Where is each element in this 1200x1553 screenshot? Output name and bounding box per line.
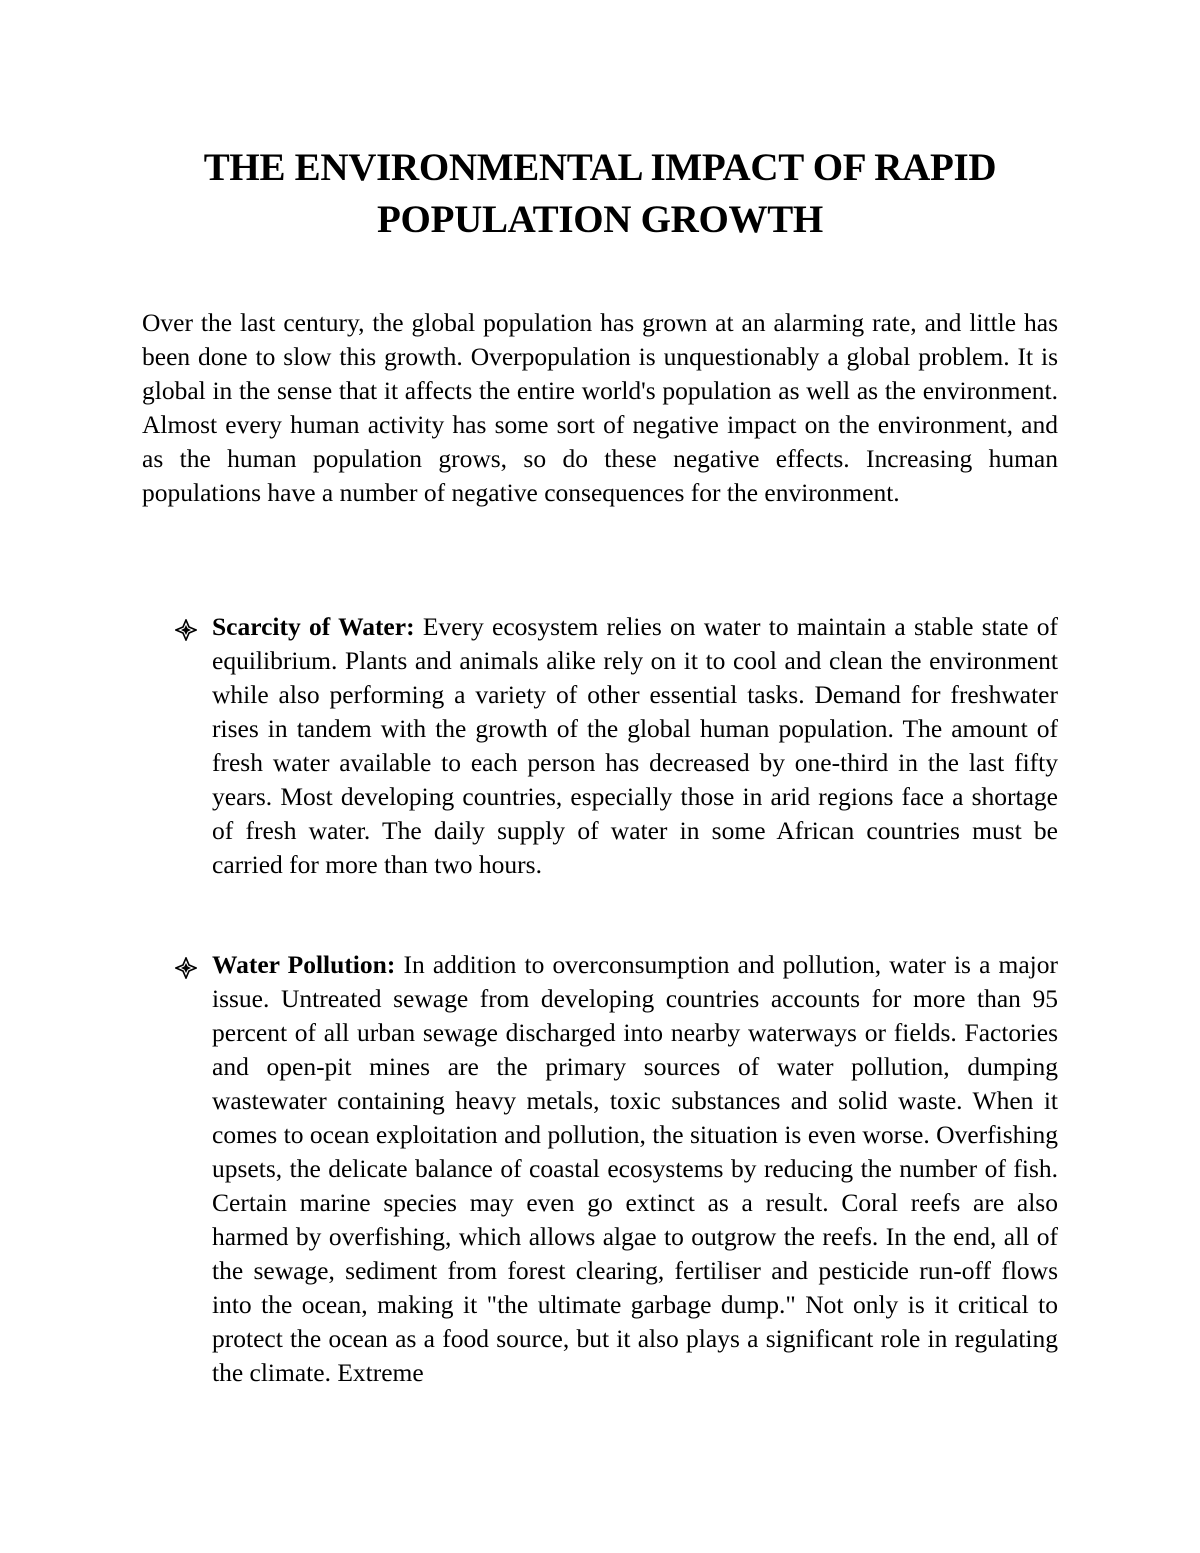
bullet-item-scarcity-of-water <box>212 610 1058 882</box>
title-line-2: POPULATION GROWTH <box>377 198 823 241</box>
bullet-text: Every ecosystem relies on water to maintain a stable state of equilibrium. Plants and animals alike rely on it to cool and clean the environment while also performing a variety of other essential tasks. Demand for freshwater rises in tandem with the growth of the global human population. The amount of fresh water available to each person has decreased by one-third in the last fifty years. Most developing countries, especially those in arid regions face a shortage of fresh water. The daily supply of water in some African countries must be carried for more than two hours. <box>212 612 1058 879</box>
intro-paragraph: Over the last century, the global population has grown at an alarming rate, and little has been done to slow this growth. Overpopulation is unquestionably a global problem. It is global in the sense that it affects the entire world's population as well as the environment. Almost every human activity has some sort of negative impact on the environment, and as the human population grows, so do these negative effects. Increasing human populations have a number of negative consequences for the environment. <box>142 308 1058 507</box>
bullet-item-water-pollution <box>212 948 1058 1390</box>
title-line-1: THE ENVIRONMENTAL IMPACT OF RAPID <box>203 146 997 189</box>
bullet-text: In addition to overconsumption and pollution, water is a major issue. Untreated sewage from developing countries accounts for more than 95 percent of all urban sewage discharged into nearby waterways or fields. Factories and open-pit mines are the primary sources of water pollution, dumping wastewater containing heavy metals, toxic substances and solid waste. When it comes to ocean exploitation and pollution, the situation is even worse. Overfishing upsets, the delicate balance of coastal ecosystems by reducing the number of fish. Certain marine species may even go extinct as a result. Coral reefs are also harmed by overfishing, which allows algae to outgrow the reefs. In the end, all of the sewage, sediment from forest clearing, fertiliser and pesticide run-off flows into the ocean, making it "the ultimate garbage dump." Not only is it critical to protect the ocean as a food source, but it also plays a significant role in regulating the climate. Extreme <box>212 950 1058 1387</box>
diamond-bullet-icon <box>175 619 197 641</box>
bullet-heading: Scarcity of Water: <box>212 612 415 641</box>
diamond-bullet-icon <box>175 957 197 979</box>
bullet-heading: Water Pollution: <box>212 950 396 979</box>
document-title <box>140 142 1060 246</box>
